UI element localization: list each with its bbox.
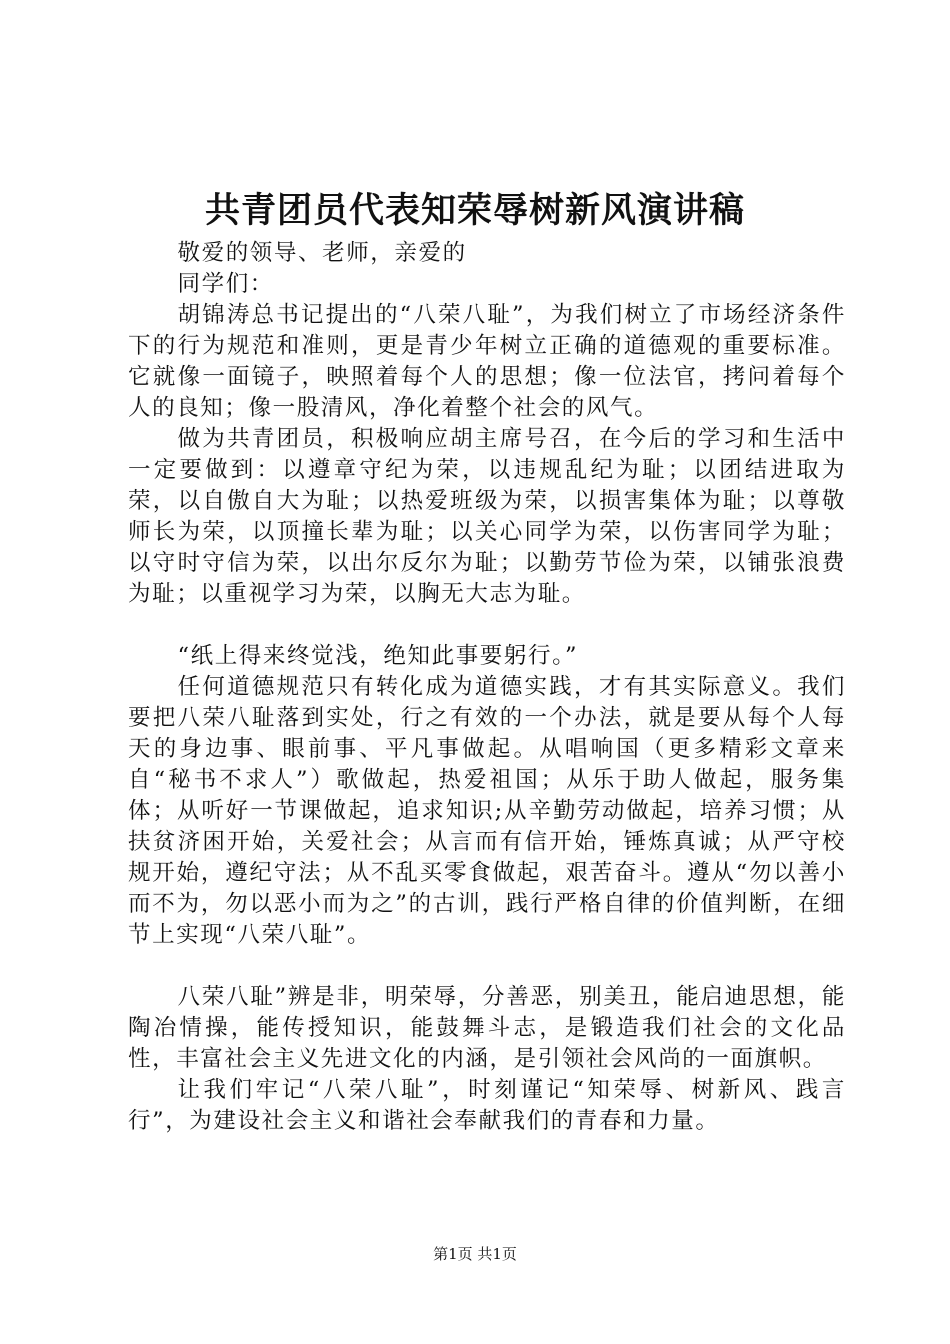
paragraph-closing: 让我们牢记“八荣八耻”，时刻谨记“知荣辱、树新风、践言行”，为建设社会主义和谐社会奉献我们的青春和力量。 (128, 1077, 846, 1134)
paragraph-quote: “纸上得来终觉浅，绝知此事要躬行。” (177, 643, 579, 669)
paragraph-intro: 胡锦涛总书记提出的“八荣八耻”，为我们树立了市场经济条件下的行为规范和准则，更是青少年树立正确的道德观的重要标准。它就像一面镜子，映照着每个人的思想；像一位法官，拷问着每个人的良知；像一股清风，净化着整个社会的风气。 (128, 302, 846, 421)
paragraph-practice: 任何道德规范只有转化成为道德实践，才有其实际意义。我们要把八荣八耻落到实处，行之有效的一个办法，就是要从每个人每天的身边事、眼前事、平凡事做起。从唱响国（更多精彩文章来自“秘书不求人”）歌做起，热爱祖国；从乐于助人做起，服务集体；从听好一节课做起，追求知识;从辛勤劳动做起，培养习惯；从扶贫济困开始，关爱社会；从言而有信开始，锤炼真诚；从严守校规开始，遵纪守法；从不乱买零食做起，艰苦奋斗。遵从“勿以善小而不为，勿以恶小而为之”的古训，践行严格自律的价值判断，在细节上实现“八荣八耻”。 (128, 674, 846, 948)
document-title: 共青团员代表知荣辱树新风演讲稿 (204, 191, 745, 231)
paragraph-significance: 八荣八耻”辨是非，明荣辱，分善恶，别美丑，能启迪思想，能陶冶情操，能传授知识，能鼓舞斗志，是锻造我们社会的文化品性，丰富社会主义先进文化的内涵，是引领社会风尚的一面旗帜。 (128, 984, 846, 1072)
document-body (128, 238, 846, 1137)
paragraph-pledge: 做为共青团员，积极响应胡主席号召，在今后的学习和生活中一定要做到：以遵章守纪为荣，以违规乱纪为耻；以团结进取为荣，以自傲自大为耻；以热爱班级为荣，以损害集体为耻；以尊敬师长为荣，以顶撞长辈为耻；以关心同学为荣，以伤害同学为耻；以守时守信为荣，以出尔反尔为耻；以勤劳节俭为荣，以铺张浪费为耻；以重视学习为荣，以胸无大志为耻。 (128, 426, 846, 607)
greeting-line-1: 敬爱的领导、老师，亲爱的 (177, 240, 467, 266)
page-number-footer: 第1页 共1页 (433, 1245, 517, 1263)
greeting-line-2: 同学们： (177, 271, 274, 297)
